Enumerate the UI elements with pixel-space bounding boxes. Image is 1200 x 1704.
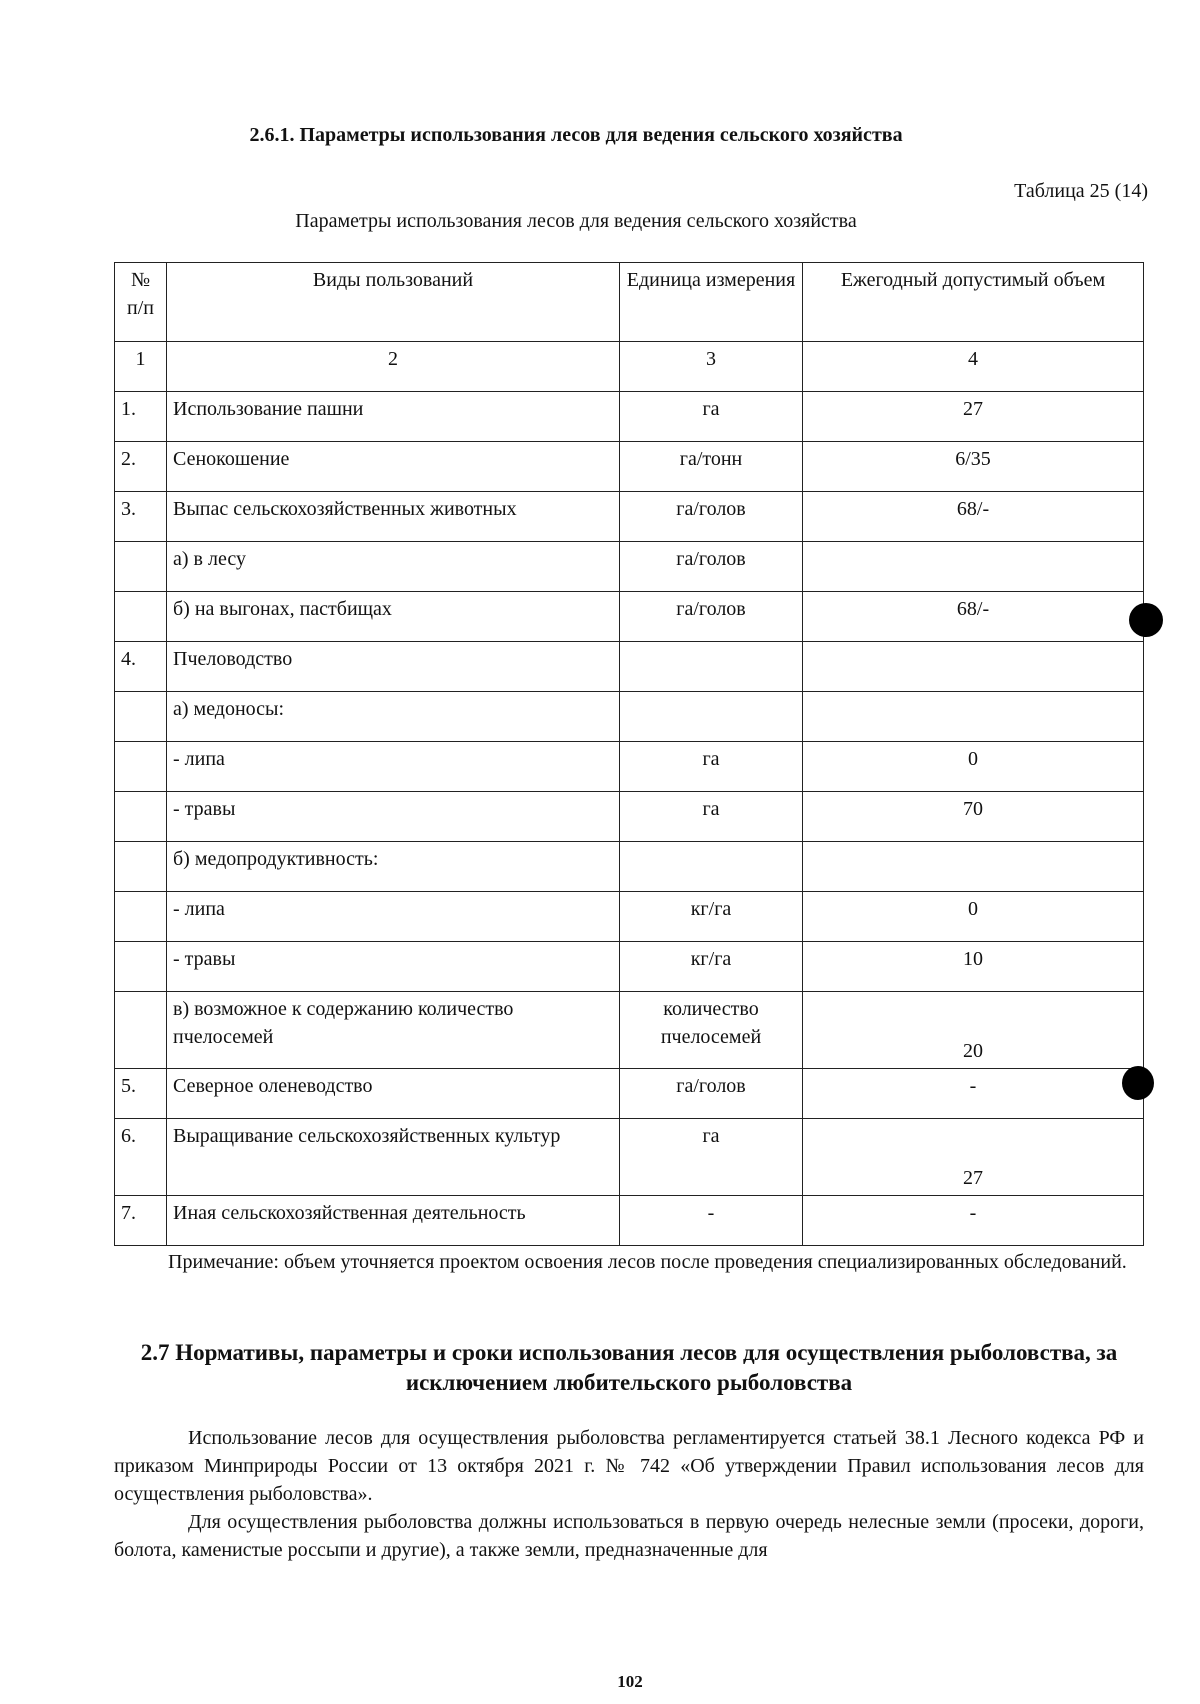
column-number-row [115, 342, 1144, 392]
page-number: 102 [617, 1672, 643, 1691]
row-num [115, 692, 167, 742]
row-unit: га/голов [620, 542, 803, 592]
row-volume: 20 [803, 992, 1144, 1069]
row-volume: 68/- [803, 492, 1144, 542]
row-num: 6. [115, 1119, 167, 1196]
table-row [115, 892, 1144, 942]
row-unit: га/голов [620, 1069, 803, 1119]
colnum-3: 3 [620, 342, 803, 392]
row-unit: га/тонн [620, 442, 803, 492]
row-type: в) возможное к содержанию количество пчелосемей [167, 992, 620, 1069]
row-unit: га [620, 742, 803, 792]
table-row [115, 1119, 1144, 1196]
row-type: - липа [167, 892, 620, 942]
row-type: - травы [167, 942, 620, 992]
row-unit: га [620, 792, 803, 842]
table-row [115, 992, 1144, 1069]
row-unit: га [620, 1119, 803, 1196]
row-type: - травы [167, 792, 620, 842]
header-unit: Единица измерения [620, 263, 803, 342]
table-row [115, 1196, 1144, 1246]
table-row [115, 792, 1144, 842]
row-type: Иная сельскохозяйственная деятельность [167, 1196, 620, 1246]
table-row [115, 392, 1144, 442]
row-type: а) медоносы: [167, 692, 620, 742]
row-unit: - [620, 1196, 803, 1246]
colnum-4: 4 [803, 342, 1144, 392]
table-row [115, 742, 1144, 792]
row-volume: - [803, 1196, 1144, 1246]
row-type: Сенокошение [167, 442, 620, 492]
row-type: Пчеловодство [167, 642, 620, 692]
header-num: № п/п [115, 263, 167, 342]
parameters-table [114, 262, 1144, 1246]
row-num [115, 592, 167, 642]
row-volume: 6/35 [803, 442, 1144, 492]
row-volume [803, 642, 1144, 692]
row-unit [620, 692, 803, 742]
row-volume: - [803, 1069, 1144, 1119]
row-num [115, 542, 167, 592]
table-row [115, 442, 1144, 492]
row-volume [803, 842, 1144, 892]
colnum-1: 1 [115, 342, 167, 392]
row-type: Выпас сельскохозяйственных животных [167, 492, 620, 542]
table-note: Примечание: объем уточняется проектом освоения лесов после проведения специализированных обследований. [168, 1251, 1127, 1273]
row-unit: га/голов [620, 492, 803, 542]
table-row [115, 592, 1144, 642]
table-row [115, 942, 1144, 992]
paragraph-2: Для осуществления рыболовства должны использоваться в первую очередь нелесные земли (просеки, дороги, болота, каменистые россыпи и другие), а также земли, предназначенные для [114, 1511, 1144, 1561]
row-unit: количество пчелосемей [620, 992, 803, 1069]
row-type: а) в лесу [167, 542, 620, 592]
row-num [115, 942, 167, 992]
row-unit [620, 642, 803, 692]
row-type: Использование пашни [167, 392, 620, 442]
row-volume: 0 [803, 892, 1144, 942]
header-volume: Ежегодный допустимый объем [803, 263, 1144, 342]
row-num: 1. [115, 392, 167, 442]
row-num [115, 792, 167, 842]
row-volume: 27 [803, 392, 1144, 442]
row-volume [803, 542, 1144, 592]
row-num: 3. [115, 492, 167, 542]
row-num: 7. [115, 1196, 167, 1246]
table-row [115, 642, 1144, 692]
table-caption: Параметры использования лесов для ведения сельского хозяйства [295, 210, 857, 232]
row-unit: га/голов [620, 592, 803, 642]
row-type: - липа [167, 742, 620, 792]
row-unit [620, 842, 803, 892]
ink-blot [1129, 603, 1163, 637]
row-type: Северное оленеводство [167, 1069, 620, 1119]
row-volume [803, 692, 1144, 742]
row-volume: 10 [803, 942, 1144, 992]
row-num: 4. [115, 642, 167, 692]
row-type: Выращивание сельскохозяйственных культур [167, 1119, 620, 1196]
table-row [115, 1069, 1144, 1119]
row-unit: га [620, 392, 803, 442]
table-row [115, 542, 1144, 592]
row-num: 2. [115, 442, 167, 492]
row-unit: кг/га [620, 892, 803, 942]
row-num [115, 842, 167, 892]
row-volume: 70 [803, 792, 1144, 842]
table-label: Таблица 25 (14) [1014, 180, 1148, 202]
row-volume: 27 [803, 1119, 1144, 1196]
table-row [115, 842, 1144, 892]
row-num [115, 742, 167, 792]
row-type: б) на выгонах, пастбищах [167, 592, 620, 642]
row-unit: кг/га [620, 942, 803, 992]
table-row [115, 692, 1144, 742]
header-type: Виды пользований [167, 263, 620, 342]
colnum-2: 2 [167, 342, 620, 392]
row-num [115, 992, 167, 1069]
row-type: б) медопродуктивность: [167, 842, 620, 892]
row-volume: 68/- [803, 592, 1144, 642]
table-row [115, 492, 1144, 542]
section-title: 2.6.1. Параметры использования лесов для ведения сельского хозяйства [249, 124, 903, 146]
row-num: 5. [115, 1069, 167, 1119]
row-num [115, 892, 167, 942]
table-header-row [115, 263, 1144, 342]
section2-title: 2.7 Нормативы, параметры и сроки использования лесов для осуществления рыболовства, за исключением любительского рыболовства [140, 1340, 1118, 1395]
paragraph-1: Использование лесов для осуществления рыболовства регламентируется статьей 38.1 Лесного кодекса РФ и приказом Минприроды России от 13 октября 2021 г. № 742 «Об утверждении Правил использования лесов для осуществления рыболовства». [114, 1427, 1144, 1505]
row-volume: 0 [803, 742, 1144, 792]
ink-blot [1122, 1066, 1154, 1100]
